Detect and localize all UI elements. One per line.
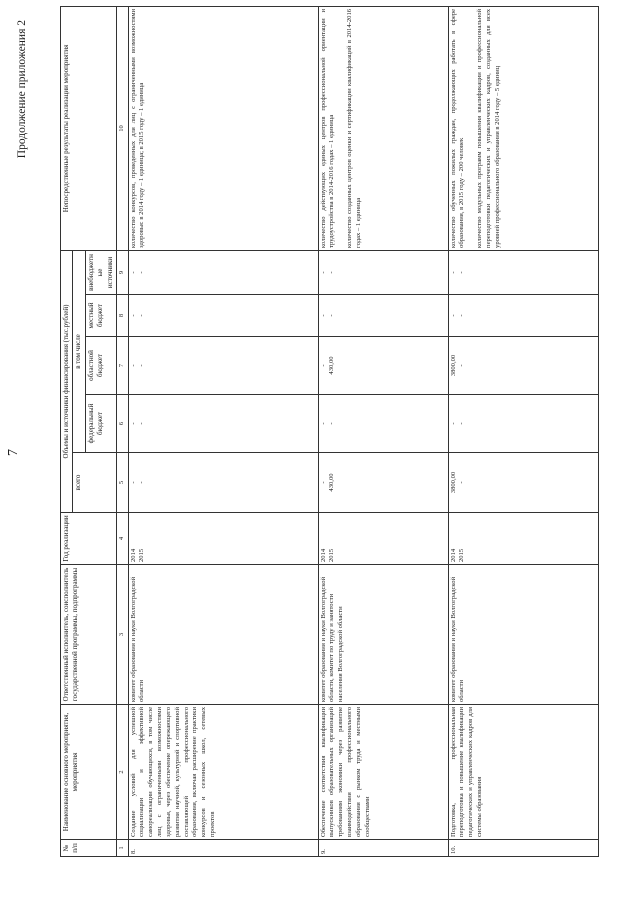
extra-value: - bbox=[458, 271, 466, 274]
table-row bbox=[448, 6, 598, 856]
regional-value: - bbox=[129, 364, 137, 367]
header-including: в том числе bbox=[73, 250, 85, 452]
regional-cell bbox=[318, 337, 448, 395]
funding-table bbox=[60, 6, 599, 857]
year: 2014 bbox=[449, 548, 457, 562]
local-cell bbox=[318, 295, 448, 337]
executor: комитет образования и науки Волгоградской области bbox=[128, 565, 318, 705]
extra-value: - bbox=[129, 271, 137, 274]
total-cell bbox=[448, 453, 598, 513]
total-value: - bbox=[319, 481, 327, 484]
federal-value: - bbox=[129, 422, 137, 425]
results-text: количество конкурсов, проведенных для лиц с ограниченными возможностями здоровья: в 2014 году – 1 единица; в 2015 году – 1 единица bbox=[128, 6, 318, 250]
year: 2015 bbox=[328, 548, 336, 562]
extra-value: - bbox=[449, 271, 457, 274]
years-cell bbox=[318, 513, 448, 565]
column-number: 2 bbox=[116, 705, 128, 840]
year: 2015 bbox=[458, 548, 466, 562]
header-num: № п/п bbox=[61, 840, 117, 857]
year: 2014 bbox=[319, 548, 327, 562]
federal-value: - bbox=[458, 422, 466, 425]
year: 2015 bbox=[138, 548, 146, 562]
header-total: всего bbox=[73, 453, 117, 513]
local-cell bbox=[128, 295, 318, 337]
year: 2014 bbox=[129, 548, 137, 562]
extra-cell bbox=[128, 250, 318, 294]
activity-name: Создание условий для успешной социализации и эффективной самореализации обучающихся, в том числе лиц с ограниченными возможностями здоровья, через обеспечение опережающего развития научной, культурной и спортивной составляющей профессионального образования, включая расширение практики конкурсов и сезонных школ, сетевых проектов bbox=[128, 705, 318, 840]
column-number: 4 bbox=[116, 513, 128, 565]
header-results: Непосредственные результаты реализации мероприятия bbox=[61, 6, 117, 250]
extra-cell bbox=[448, 250, 598, 294]
column-number: 1 bbox=[116, 840, 128, 857]
page-number: 7 bbox=[6, 449, 21, 456]
header-federal: федеральный бюджет bbox=[85, 395, 116, 453]
total-cell bbox=[318, 453, 448, 513]
regional-value: 3800,00 bbox=[449, 354, 457, 377]
total-value: - bbox=[138, 481, 146, 484]
header-executor: Ответственный исполнитель, соисполнитель государственной программы, подпрограммы bbox=[61, 565, 117, 705]
header-extrabudget: внебюджетные источники bbox=[85, 250, 116, 294]
extra-cell bbox=[318, 250, 448, 294]
row-number: 9. bbox=[318, 840, 448, 857]
federal-value: - bbox=[449, 422, 457, 425]
regional-value: - bbox=[138, 364, 146, 367]
header-regional: областной бюджет bbox=[85, 337, 116, 395]
extra-value: - bbox=[319, 271, 327, 274]
header-name: Наименование основного мероприятия, мероприятия bbox=[61, 705, 117, 840]
total-value: 3800,00 bbox=[449, 471, 457, 494]
local-value: - bbox=[458, 314, 466, 317]
table-row bbox=[318, 6, 448, 856]
local-value: - bbox=[319, 314, 327, 317]
federal-cell bbox=[448, 395, 598, 453]
results-text: количество действующих единых центров профессиональной ориентации и трудоустройства в 2014-2016 годах – 1 единица количество созданных центров оценки и сертификации квалификаций в 2014-2016 годах – 1 единица bbox=[318, 6, 448, 250]
activity-name: Подготовка, профессиональная переподготовка и повышение квалификации педагогических и управленческих кадров для системы образования bbox=[448, 705, 598, 840]
results-text: количество обученных пожилых граждан, продолжающих работать в сфере образования, в 2015 году – 200 человек количество модульных программ повышения квалификации и профессиональной переподготовки педагогических и управленческих кадров, созданных для всех уровней профессионального образования в 2014 году – 5 единиц bbox=[448, 6, 598, 250]
column-number: 7 bbox=[116, 337, 128, 395]
years-cell bbox=[448, 513, 598, 565]
column-number-row bbox=[116, 6, 128, 856]
column-number: 10 bbox=[116, 6, 128, 250]
extra-value: - bbox=[328, 271, 336, 274]
regional-cell bbox=[448, 337, 598, 395]
column-number: 9 bbox=[116, 250, 128, 294]
executor: комитет образования и науки Волгоградской области, комитет по труду и занятости населения Волгоградской области bbox=[318, 565, 448, 705]
column-number: 6 bbox=[116, 395, 128, 453]
local-value: - bbox=[138, 314, 146, 317]
extra-value: - bbox=[138, 271, 146, 274]
regional-value: - bbox=[319, 364, 327, 367]
header-funding-group: Объемы и источники финансирования (тыс.рублей) bbox=[61, 250, 73, 512]
local-value: - bbox=[449, 314, 457, 317]
local-value: - bbox=[328, 314, 336, 317]
table-row bbox=[128, 6, 318, 856]
header-row-1 bbox=[61, 6, 73, 856]
total-cell bbox=[128, 453, 318, 513]
regional-value: 430,00 bbox=[328, 356, 336, 375]
activity-name: Обеспечение соответствия квалификации выпускников образовательных организаций требованиям экономики через развитие взаимодействия профессионального образования с рынком труда и местными сообществами bbox=[318, 705, 448, 840]
federal-value: - bbox=[319, 422, 327, 425]
continuation-caption: Продолжение приложения 2 bbox=[16, 20, 28, 159]
total-value: 430,00 bbox=[328, 473, 336, 492]
local-cell bbox=[448, 295, 598, 337]
header-local: местный бюджет bbox=[85, 295, 116, 337]
federal-value: - bbox=[328, 422, 336, 425]
executor: комитет образования и науки Волгоградской области bbox=[448, 565, 598, 705]
regional-value: - bbox=[458, 364, 466, 367]
federal-cell bbox=[318, 395, 448, 453]
federal-cell bbox=[128, 395, 318, 453]
column-number: 5 bbox=[116, 453, 128, 513]
total-value: - bbox=[458, 481, 466, 484]
federal-value: - bbox=[138, 422, 146, 425]
regional-cell bbox=[128, 337, 318, 395]
total-value: - bbox=[129, 481, 137, 484]
years-cell bbox=[128, 513, 318, 565]
row-number: 10. bbox=[448, 840, 598, 857]
local-value: - bbox=[129, 314, 137, 317]
column-number: 8 bbox=[116, 295, 128, 337]
header-years: Год реализации bbox=[61, 513, 117, 565]
column-number: 3 bbox=[116, 565, 128, 705]
row-number: 8. bbox=[128, 840, 318, 857]
